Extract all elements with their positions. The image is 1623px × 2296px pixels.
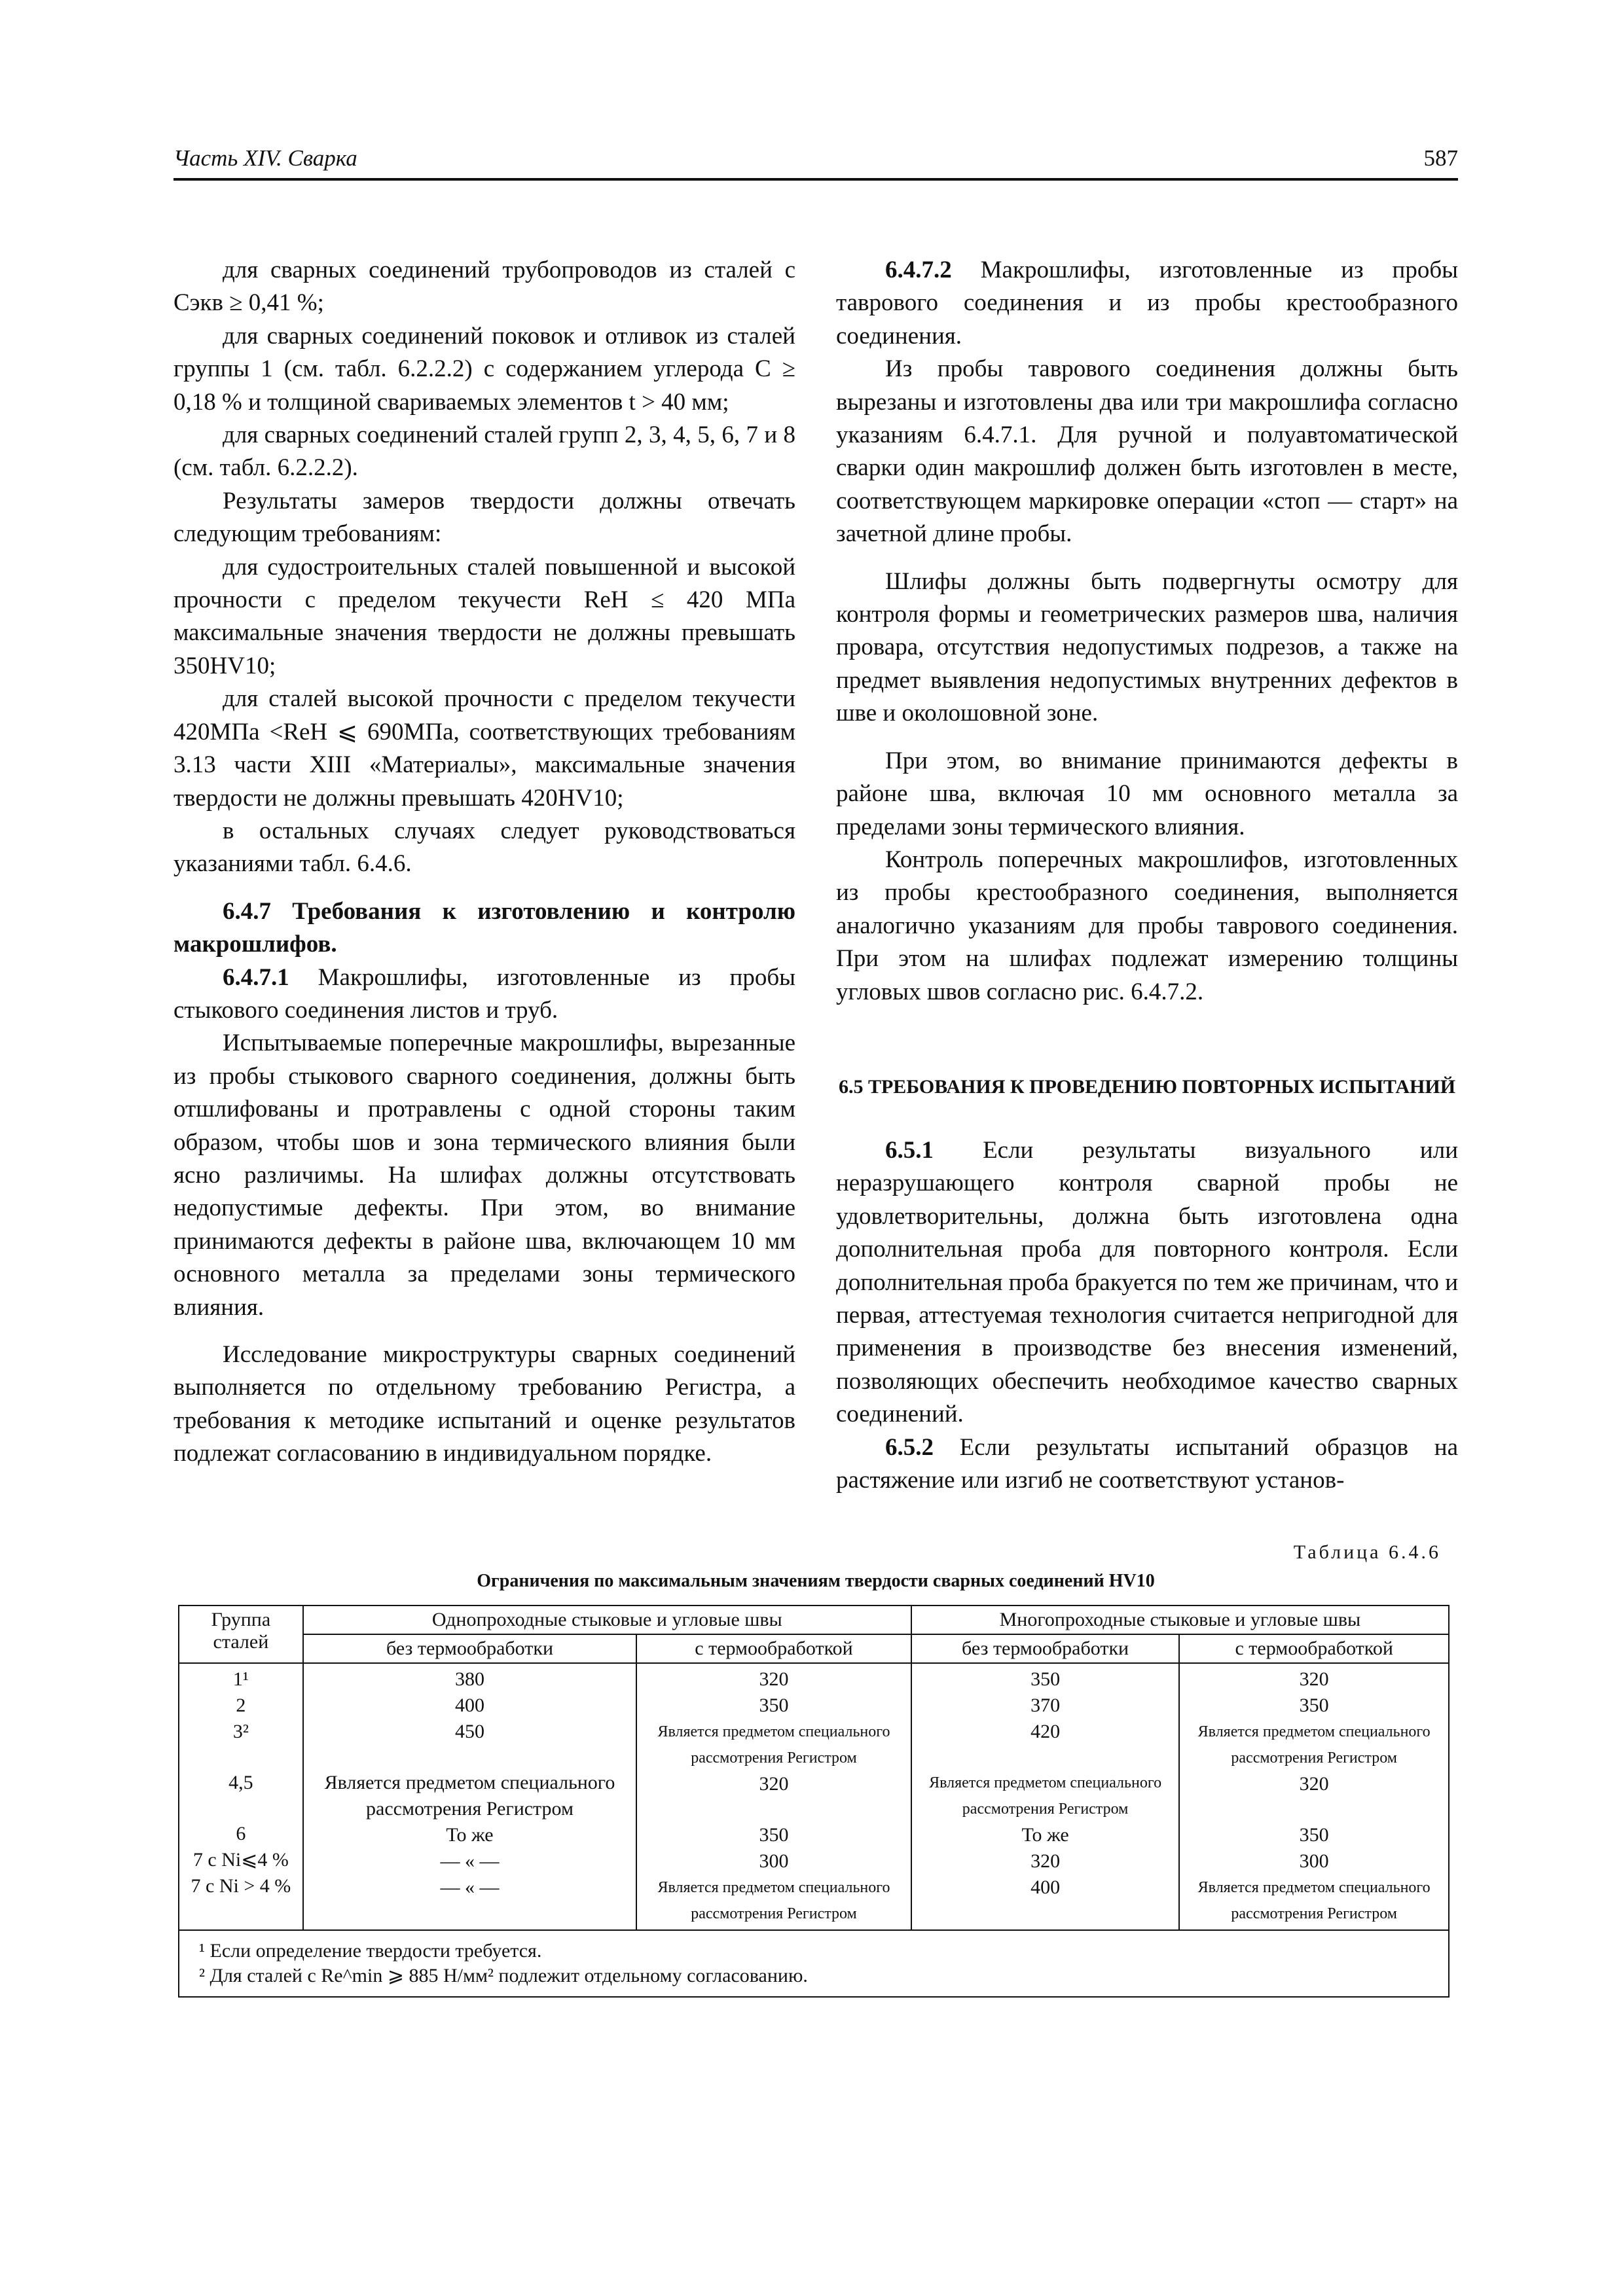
- cell-group: 2: [236, 1695, 246, 1716]
- cell-value: 320: [1299, 1668, 1329, 1690]
- cell-value: 320: [759, 1668, 789, 1690]
- cell-value: 350: [1299, 1824, 1329, 1846]
- cell-value: 300: [759, 1850, 789, 1872]
- paragraph: для сварных соединений сталей групп 2, 3, 4, 5, 6, 7 и 8 (см. табл. 6.2.2.2).: [173, 422, 795, 482]
- cell-value: 320: [1030, 1850, 1061, 1872]
- header-multi-without-heat: без термообработки: [911, 1634, 1180, 1663]
- cell-value: Является предметом специального рассмотрения Регистром: [1197, 1723, 1431, 1767]
- cell-value: — « —: [440, 1876, 500, 1898]
- header-multi-pass: Многопроходные стыковые и угловые швы: [911, 1605, 1449, 1634]
- paragraph: Испытываемые поперечные макрошлифы, вырезанные из пробы стыкового сварного соединения, должны быть отшлифованы и протравлены с одной стороны таким образом, чтобы шов и зона термического влияния были ясно различимы. На шлифах должны отсутствовать недопустимые дефекты. При этом, во внимание принимаются дефекты в районе шва, включающем 10 мм основного металла за пределами зоны термического влияния.: [173, 1030, 795, 1321]
- clause-number: 6.4.7.1: [223, 963, 289, 991]
- paragraph: в остальных случаях следует руководствоваться указаниями табл. 6.4.6.: [173, 817, 795, 878]
- cell-value: 400: [1030, 1876, 1061, 1898]
- header-multi-with-heat: с термообработкой: [1179, 1634, 1449, 1663]
- cell-value: 320: [759, 1773, 789, 1795]
- paragraph: для сварных соединений трубопроводов из сталей с Cэкв ≥ 0,41 %;: [173, 257, 795, 317]
- footnote-2: ² Для сталей с Re^min ⩾ 885 Н/мм² подлежит отдельному согласованию.: [199, 1965, 808, 1986]
- cell-value: 420: [1030, 1721, 1061, 1742]
- footnote-1: ¹ Если определение твердости требуется.: [199, 1940, 542, 1962]
- column-single-without: [303, 1663, 636, 1930]
- page-header: [173, 145, 1458, 178]
- cell-value: 380: [455, 1668, 484, 1690]
- paragraph: Результаты замеров твердости должны отвечать следующим требованиям:: [173, 487, 795, 548]
- cell-value: Является предметом специального рассмотрения Регистром: [657, 1723, 890, 1767]
- cell-value: 370: [1030, 1695, 1061, 1716]
- clause-number: 6.5.1: [885, 1136, 934, 1164]
- table-label: Таблица 6.4.6: [1293, 1541, 1441, 1563]
- cell-value: 350: [759, 1695, 789, 1716]
- table-body: [179, 1663, 1449, 1997]
- paragraph: для сварных соединений поковок и отливок из сталей группы 1 (см. табл. 6.2.2.2) с содержанием углерода C ≥ 0,18 % и толщиной свариваемых элементов t > 40 мм;: [173, 322, 795, 416]
- header-group: Группа сталей: [179, 1605, 303, 1663]
- hardness-table: [178, 1605, 1450, 1998]
- cell-value: 400: [455, 1695, 484, 1716]
- cell-value: Является предметом специального рассмотрения Регистром: [1197, 1879, 1431, 1922]
- column-multi-without: [911, 1663, 1180, 1930]
- paragraph-text: Если результаты испытаний образцов на растяжение или изгиб не соответствуют установ-: [836, 1433, 1459, 1494]
- table-caption: Ограничения по максимальным значениям твердости сварных соединений HV10: [477, 1571, 1155, 1591]
- paragraph-text: Макрошлифы, изготовленные из пробы стыкового соединения листов и труб.: [173, 963, 796, 1024]
- section-title: 6.5 ТРЕБОВАНИЯ К ПРОВЕДЕНИЮ ПОВТОРНЫХ ИСПЫТАНИЙ: [838, 1075, 1456, 1098]
- paragraph: [836, 1134, 1458, 1431]
- cell-value: — « —: [440, 1850, 500, 1872]
- paragraph-text: Если результаты визуального или неразрушающего контроля сварной пробы не удовлетворительны, должна быть изготовлена одна дополнительная проба для повторного контроля. Если дополнительная проба бракуется по тем же причинам, что и первая, аттестуемая технология считается непригодной для применения в производстве без внесения изменений, позволяющих обеспечить необходимое качество сварных соединений.: [836, 1136, 1458, 1428]
- page-number: 587: [1423, 145, 1458, 171]
- cell-value: 450: [455, 1721, 484, 1742]
- cell-value: 300: [1299, 1850, 1329, 1872]
- clause-number: 6.5.2: [885, 1433, 934, 1461]
- paragraph: Из пробы таврового соединения должны быть вырезаны и изготовлены два или три макрошлифа согласно указаниям 6.4.7.1. Для ручной и полуавтоматической сварки один макрошлиф должен быть изготовлен в месте, соответствующем маркировке операции «стоп — старт» на зачетной длине пробы.: [836, 355, 1458, 548]
- paragraph: для сталей высокой прочности с пределом текучести 420МПа <ReH ⩽ 690МПа, соответствующих требованиям 3.13 части XIII «Материалы», максимальные значения твердости не должны превышать 420HV10;: [173, 685, 795, 812]
- cell-value: Является предметом специального рассмотрения Регистром: [324, 1772, 615, 1820]
- cell-group: 3²: [232, 1721, 249, 1742]
- header-single-pass: Однопроходные стыковые и угловые швы: [303, 1605, 911, 1634]
- column-single-with: [636, 1663, 911, 1930]
- paragraph: [836, 254, 1458, 353]
- table-footnotes: [179, 1930, 1449, 1997]
- paragraph: Исследование микроструктуры сварных соединений выполняется по отдельному требованию Регистра, а требования к методике испытаний и оценке результатов подлежат согласованию в индивидуальном порядке.: [173, 1341, 795, 1467]
- cell-group: 4,5: [228, 1772, 253, 1793]
- paragraph: [836, 1431, 1458, 1498]
- cell-value: 350: [759, 1824, 789, 1846]
- cell-value: Является предметом специального рассмотрения Регистром: [657, 1879, 890, 1922]
- paragraph: При этом, во внимание принимаются дефекты в районе шва, включая 10 мм основного металла за пределами зоны термического влияния.: [836, 747, 1458, 840]
- cell-value: 350: [1299, 1695, 1329, 1716]
- cell-value: 350: [1030, 1668, 1061, 1690]
- paragraph: для судостроительных сталей повышенной и высокой прочности с пределом текучести ReH ≤ 420 МПа максимальные значения твердости не должны превышать 350HV10;: [173, 553, 795, 679]
- left-column: [173, 254, 795, 1471]
- running-title: Часть XIV. Сварка: [173, 145, 357, 171]
- cell-group: 6: [236, 1823, 246, 1844]
- column-multi-with: [1179, 1663, 1449, 1930]
- cell-value: 320: [1299, 1773, 1329, 1795]
- cell-value: Является предметом специального рассмотрения Регистром: [929, 1774, 1162, 1818]
- paragraph: Шлифы должны быть подвергнуты осмотру для контроля формы и геометрических размеров шва, наличия провара, отсутствия недопустимых подрезов, а также на предмет выявления недопустимых внутренних дефектов в шве и околошовной зоне.: [836, 567, 1458, 727]
- column-group: [179, 1663, 303, 1930]
- cell-group: 7 с Ni⩽4 %: [192, 1849, 289, 1871]
- header-single-without-heat: без термообработки: [303, 1634, 636, 1663]
- header-single-with-heat: с термообработкой: [636, 1634, 911, 1663]
- right-column: [836, 254, 1458, 1497]
- subsection-heading: [173, 895, 795, 961]
- paragraph: Контроль поперечных макрошлифов, изготовленных из пробы крестообразного соединения, выполняется аналогично указаниям для пробы таврового соединения. При этом на шлифах подлежат измерению толщины угловых швов согласно рис. 6.4.7.2.: [836, 846, 1458, 1005]
- heading-6-4-7: 6.4.7 Требования к изготовлению и контролю макрошлифов.: [173, 897, 795, 958]
- cell-group: 1¹: [232, 1668, 249, 1690]
- cell-value: То же: [1021, 1824, 1069, 1846]
- cell-group: 7 с Ni > 4 %: [191, 1875, 291, 1897]
- paragraph-text: Макрошлифы, изготовленные из пробы таврового соединения и из пробы крестообразного соединения.: [836, 257, 1459, 350]
- cell-value: То же: [446, 1824, 494, 1846]
- header-rule: [173, 178, 1458, 181]
- clause-number: 6.4.7.2: [885, 257, 952, 283]
- paragraph: [173, 961, 795, 1028]
